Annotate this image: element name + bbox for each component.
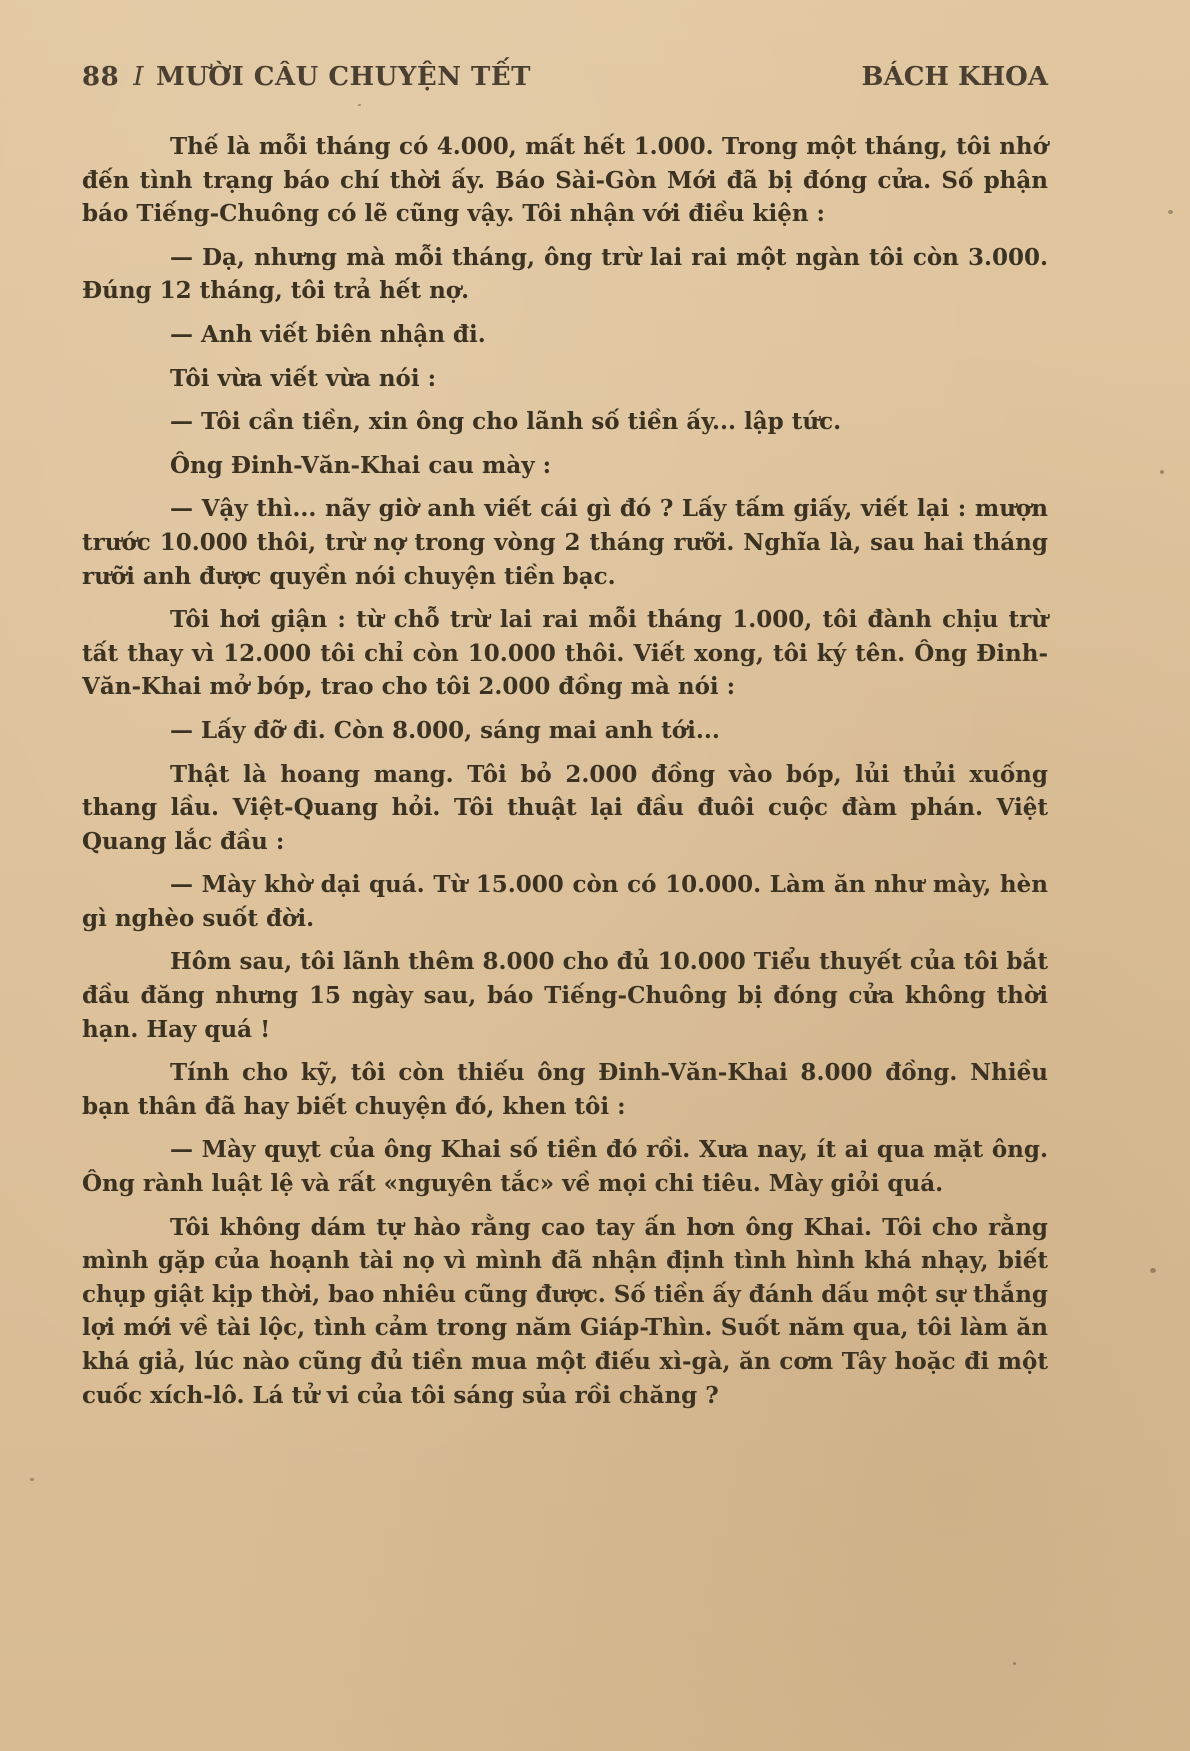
section-title: MƯỜI CÂU CHUYỆN TẾT (155, 62, 532, 92)
body-text (82, 130, 1048, 1610)
paragraph: Thế là mỗi tháng có 4.000, mất hết 1.000. Trong một tháng, tôi nhớ đến tình trạng báo chí thời ấy. Báo Sài-Gòn Mới đã bị đóng cửa. Số phận báo Tiếng-Chuông có lẽ cũng vậy. Tôi nhận với điều kiện : (82, 133, 1048, 228)
paper-speck (1168, 210, 1173, 214)
paper-speck (1013, 1662, 1016, 1665)
paragraph: Tôi vừa viết vừa nói : (170, 364, 437, 392)
paragraph: — Dạ, nhưng mà mỗi tháng, ông trừ lai rai một ngàn tôi còn 3.000. Đúng 12 tháng, tôi trả hết nợ. (82, 243, 1048, 305)
publication-name: BÁCH KHOA (861, 62, 1048, 92)
paragraph: — Mày khờ dại quá. Từ 15.000 còn có 10.000. Làm ăn như mày, hèn gì nghèo suốt đời. (82, 871, 1048, 932)
paper-speck (358, 104, 361, 106)
paragraph: Ông Đinh-Văn-Khai cau mày : (170, 451, 552, 479)
paragraph: Tính cho kỹ, tôi còn thiếu ông Đinh-Văn-Khai 8.000 đồng. Nhiều bạn thân đã hay biết chuyện đó, khen tôi : (82, 1059, 1048, 1120)
page-number: 88 (82, 62, 120, 92)
header-left (82, 62, 531, 92)
paragraph: — Tôi cần tiền, xin ông cho lãnh số tiền ấy... lập tức. (170, 408, 842, 436)
paragraph: — Lấy đỡ đi. Còn 8.000, sáng mai anh tới... (170, 716, 720, 744)
paper-speck (30, 1478, 34, 1481)
paragraph: — Mày quỵt của ông Khai số tiền đó rồi. Xưa nay, ít ai qua mặt ông. Ông rành luật lệ và rất «nguyên tắc» về mọi chi tiêu. Mày giỏi quá. (82, 1136, 1048, 1198)
paper-speck (1160, 470, 1164, 474)
paragraph: — Anh viết biên nhận đi. (170, 320, 486, 348)
paragraph: — Vậy thì... nãy giờ anh viết cái gì đó ? Lấy tấm giấy, viết lại : mượn trước 10.000 thôi, trừ nợ trong vòng 2 tháng rưỡi. Nghĩa là, sau hai tháng rưỡi anh được quyền nói chuyện tiền bạc. (82, 495, 1048, 590)
paragraph: Hôm sau, tôi lãnh thêm 8.000 cho đủ 10.000 Tiểu thuyết của tôi bắt đầu đăng nhưng 15 ngày sau, báo Tiếng-Chuông bị đóng cửa không thời hạn. Hay quá ! (82, 948, 1048, 1043)
running-header (82, 62, 1048, 102)
header-separator: I (133, 62, 144, 92)
paragraph: Tôi hơi giận : từ chỗ trừ lai rai mỗi tháng 1.000, tôi đành chịu trừ tất thay vì 12.000 tôi chỉ còn 10.000 thôi. Viết xong, tôi ký tên. Ông Đinh-Văn-Khai mở bóp, trao cho tôi 2.000 đồng mà nói : (82, 606, 1048, 701)
paper-speck (1150, 1268, 1156, 1273)
paragraph: Tôi không dám tự hào rằng cao tay ấn hơn ông Khai. Tôi cho rằng mình gặp của hoạnh tài nọ vì mình đã nhận định tình hình khá nhạy, biết chụp giật kịp thời, bao nhiêu cũng được. Số tiền ấy đánh dấu một sự thắng lợi mới về tài lộc, tình cảm trong năm Giáp-Thìn. Suốt năm qua, tôi làm ăn khá giả, lúc nào cũng đủ tiền mua một điếu xì-gà, ăn cơm Tây hoặc đi một cuốc xích-lô. Lá tử vi của tôi sáng sủa rồi chăng ? (82, 1213, 1048, 1409)
paragraph: Thật là hoang mang. Tôi bỏ 2.000 đồng vào bóp, lủi thủi xuống thang lầu. Việt-Quang hỏi. Tôi thuật lại đầu đuôi cuộc đàm phán. Việt Quang lắc đầu : (82, 760, 1048, 855)
